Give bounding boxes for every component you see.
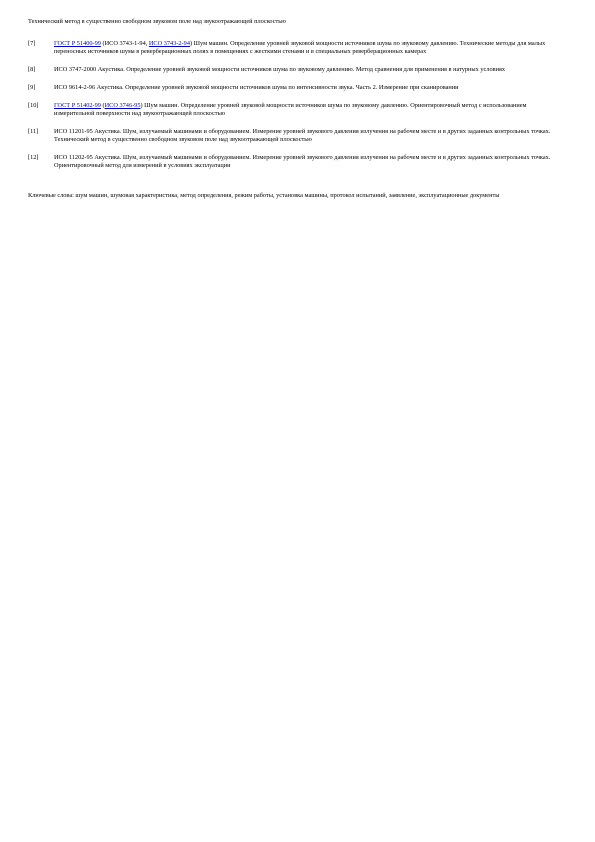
reference-text: ИСО 11202-95 Акустика. Шум, излучаемый машинами и оборудованием. Измерение уровней звукового давления излучения на рабочем месте и в других заданных контрольных точках. Ориентировочный метод для измерений в условиях эксплуатации <box>54 154 551 169</box>
reference-text <box>54 102 568 118</box>
document-page <box>28 18 568 200</box>
reference-text <box>54 40 568 56</box>
reference-text: ИСО 3747-2000 Акустика. Определение уровней звуковой мощности источников шума по звуковому давлению. Метод сравнения для применения в натурных условиях <box>54 66 505 73</box>
intro-line: Технический метод в существенно свободном звуковом поле над звукоотражающей плоскостью <box>28 18 286 25</box>
reference-text-part: ) Шум машин. Определение уровней звуковой мощности источников шума по звуковому давлению. Технические методы для малых переносных источников шума в реверберационных полях в помещениях с жесткими стенами и в специальных реверберационных камерах <box>54 40 546 55</box>
reference-12 <box>28 154 568 170</box>
reference-11 <box>28 128 568 144</box>
reference-number: [10] <box>28 102 39 109</box>
reference-text: ИСО 9614-2-96 Акустика. Определение уровней звуковой мощности источников шума по интенсивности звука. Часть 2. Измерение при сканировании <box>54 84 459 91</box>
reference-7 <box>28 40 568 56</box>
reference-number: [7] <box>28 40 36 47</box>
reference-10 <box>28 102 568 118</box>
reference-number: [9] <box>28 84 36 91</box>
reference-number: [11] <box>28 128 39 135</box>
reference-text-part: ) Шум машин. Определение уровней звуковой мощности источников шума по звуковому давлению. Ориентировочный метод с использованием измерительной поверхности над звукоотражающей плоскостью <box>54 102 527 117</box>
reference-number: [12] <box>28 154 39 161</box>
reference-number: [8] <box>28 66 36 73</box>
reference-text-part: ( <box>100 102 105 109</box>
iso-3746-link[interactable]: ИСО 3746-95 <box>104 102 141 109</box>
reference-9 <box>28 84 568 92</box>
gost-51400-link[interactable]: ГОСТ Р 51400-99 <box>54 40 101 47</box>
iso-3743-2-link[interactable]: ИСО 3743-2-94 <box>148 40 190 47</box>
reference-text-part: (ИСО 3743-1-94, <box>100 40 149 47</box>
keywords-paragraph: Ключевые слова: шум машин, шумовая характеристика, метод определения, режим работы, установка машины, протокол испытаний, заявление, эксплуатационные документы <box>28 192 500 199</box>
reference-8 <box>28 66 568 74</box>
reference-text: ИСО 11201-95 Акустика. Шум, излучаемый машинами и оборудованием. Измерение уровней звукового давления излучения на рабочем месте и в других заданных контрольных точках. Технический метод в существенно свободном звуковом поле над звукоотражающей плоскостью <box>54 128 551 143</box>
gost-51402-link[interactable]: ГОСТ Р 51402-99 <box>54 102 101 109</box>
